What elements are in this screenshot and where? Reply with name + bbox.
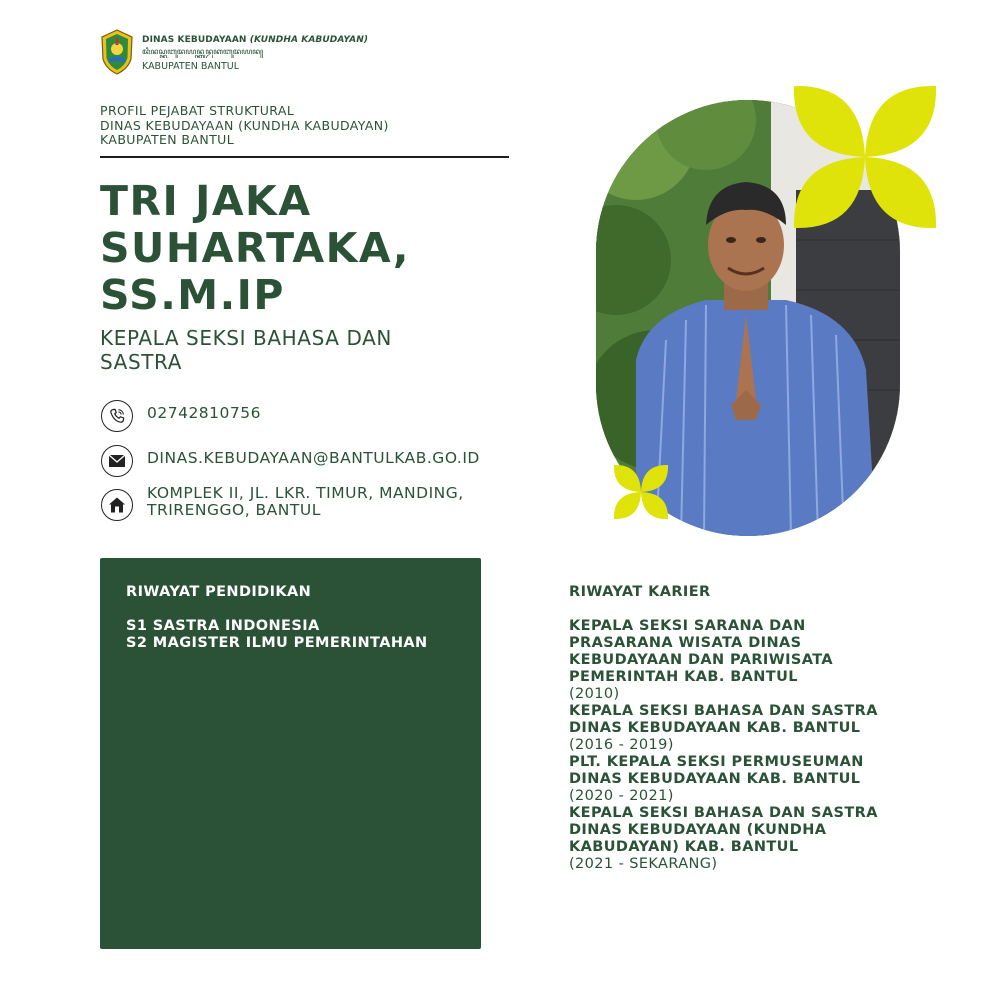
profile-heading-line: DINAS KEBUDAYAAN (KUNDHA KABUDAYAN) bbox=[100, 117, 389, 133]
career-role: KEPALA SEKSI SARANA DAN PRASARANA WISATA DINAS KEBUDAYAAN DAN PARIWISATA PEMERINTAH KAB. BANTUL bbox=[569, 618, 834, 685]
career-entry bbox=[569, 618, 899, 703]
envelope-icon bbox=[101, 445, 133, 477]
contact-email: DINAS.KEBUDAYAAN@BANTULKAB.GO.ID bbox=[147, 449, 480, 467]
kabupaten-bantul-emblem-icon bbox=[100, 29, 134, 75]
education-item: S1 SASTRA INDONESIA bbox=[126, 618, 320, 634]
person-name-line: SUHARTAKA, bbox=[100, 224, 410, 272]
education-panel bbox=[100, 558, 481, 949]
career-entry bbox=[569, 805, 899, 873]
logo-region: KABUPATEN BANTUL bbox=[142, 61, 240, 72]
flower-decoration-small-icon bbox=[613, 464, 669, 520]
person-name-line: TRI JAKA bbox=[100, 177, 312, 225]
career-entry bbox=[569, 754, 899, 805]
education-list bbox=[126, 618, 428, 652]
person-name bbox=[100, 178, 520, 319]
phone-icon bbox=[101, 400, 133, 432]
career-years: (2020 - 2021) bbox=[569, 788, 674, 804]
career-title: RIWAYAT KARIER bbox=[569, 584, 711, 600]
profile-heading bbox=[100, 104, 389, 148]
career-years: (2016 - 2019) bbox=[569, 737, 674, 753]
contact-address bbox=[147, 485, 464, 519]
logo-javanese-script: ꦢꦶꦤꦱ꧀ꦏꦧꦸꦢꦪꦤ꧀ꦏꦸꦤ꧀ꦝꦏꦧꦸꦢꦪꦤ꧀ bbox=[142, 47, 264, 56]
person-name-line: SS.M.IP bbox=[100, 271, 285, 319]
profile-heading-line: KABUPATEN BANTUL bbox=[100, 132, 235, 147]
career-role: KEPALA SEKSI BAHASA DAN SASTRA DINAS KEBUDAYAAN (KUNDHA KABUDAYAN) KAB. BANTUL bbox=[569, 805, 878, 855]
divider bbox=[100, 156, 509, 158]
contact-phone: 02742810756 bbox=[147, 404, 261, 422]
flower-decoration-large-icon bbox=[792, 84, 938, 230]
contact-address-line: TRIRENGGO, BANTUL bbox=[147, 501, 321, 519]
career-entry bbox=[569, 703, 899, 754]
home-icon bbox=[101, 489, 133, 521]
career-years: (2010) bbox=[569, 686, 620, 702]
profile-heading-line: PROFIL PEJABAT STRUKTURAL bbox=[100, 103, 295, 118]
career-role: KEPALA SEKSI BAHASA DAN SASTRA DINAS KEBUDAYAAN KAB. BANTUL bbox=[569, 703, 878, 736]
career-list bbox=[569, 618, 899, 873]
person-position: KEPALA SEKSI BAHASA DAN SASTRA bbox=[100, 326, 392, 374]
contact-address-line: KOMPLEK II, JL. LKR. TIMUR, MANDING, bbox=[147, 484, 464, 502]
career-years: (2021 - SEKARANG) bbox=[569, 856, 718, 872]
education-item: S2 MAGISTER ILMU PEMERINTAHAN bbox=[126, 635, 428, 651]
education-title: RIWAYAT PENDIDIKAN bbox=[126, 584, 312, 600]
logo-org-name: DINAS KEBUDAYAAN (KUNDHA KABUDAYAN) bbox=[142, 35, 369, 45]
career-role: PLT. KEPALA SEKSI PERMUSEUMAN DINAS KEBUDAYAAN KAB. BANTUL bbox=[569, 754, 864, 787]
